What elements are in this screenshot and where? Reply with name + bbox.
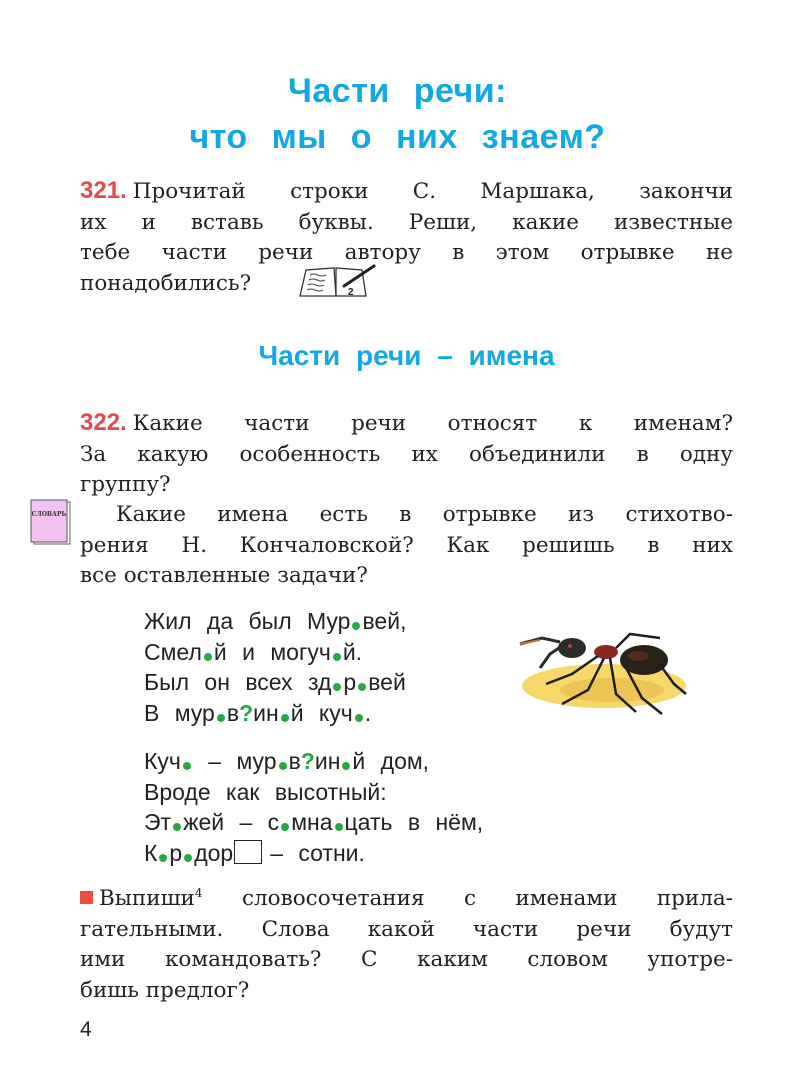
exercise-322-line-4: Какие имена есть в отрывке из стихотво- xyxy=(116,502,733,527)
exercise-number-321: 321. xyxy=(80,177,127,204)
poem-line: Был он всех зд р вей xyxy=(144,669,406,695)
missing-letter-dot xyxy=(335,823,343,831)
poem-line: Куч – мур в?ин й дом, xyxy=(144,748,430,774)
exercise-322-line-1: 322. Какие части речи относят к именам? xyxy=(80,409,733,436)
exercise-322-line-2: За какую особенность их объединили в одну xyxy=(80,441,733,467)
missing-letter-dot xyxy=(281,823,289,831)
task-line-4: бишь предлог? xyxy=(80,977,250,1003)
section-title: Части речи – имена xyxy=(258,340,555,371)
poem-line: Вроде как высотный: xyxy=(144,778,387,805)
missing-letter-dot xyxy=(159,854,167,862)
page-title-line-1: Части речи: xyxy=(287,72,507,110)
poem-line: К р дор – сотни. xyxy=(144,839,365,866)
poem-stanza-2 xyxy=(144,746,483,868)
poem-line: Смел й и могуч й. xyxy=(144,638,363,665)
exercise-322-line-5: рения Н. Кончаловской? Как решишь в них xyxy=(80,532,733,558)
svg-text:СЛОВАРЬ: СЛОВАРЬ xyxy=(31,511,67,518)
footnote-mark: 4 xyxy=(194,885,203,900)
dictionary-icon xyxy=(27,499,73,547)
red-square-bullet-icon xyxy=(80,891,93,904)
missing-letter-dot xyxy=(358,683,366,691)
page-title-line-2: что мы о них знаем? xyxy=(189,118,606,156)
missing-letter-dot xyxy=(281,714,289,722)
poem-stanza-1 xyxy=(144,606,406,728)
exercise-322-question xyxy=(80,408,733,501)
task-line-3: ими командовать? С каким словом употре- xyxy=(80,947,733,972)
missing-letter-dot xyxy=(333,683,341,691)
exercise-321-line-3: тебе части речи автору в этом отрывке не xyxy=(80,240,733,265)
blank-box xyxy=(234,840,262,864)
missing-letter-dot xyxy=(217,714,225,722)
missing-letter-dot xyxy=(173,823,181,831)
poem-line: Эт жей – с мна цать в нём, xyxy=(144,809,484,835)
exercise-321-line-4: понадобились? xyxy=(80,270,252,296)
question-mark: ? xyxy=(239,699,254,726)
exercise-322-writing-task xyxy=(80,884,733,1006)
poem-line: В мур в?ин й куч . xyxy=(144,699,372,726)
workbook-pen-icon xyxy=(296,262,380,300)
exercise-321-line-1: 321. Прочитай строки С. Маршака, закончи xyxy=(80,177,733,204)
exercise-number-322: 322. xyxy=(80,409,127,436)
missing-letter-dot xyxy=(184,854,192,862)
exercise-322-task-names xyxy=(80,500,733,592)
question-mark: ? xyxy=(300,748,315,774)
missing-letter-dot xyxy=(342,762,350,770)
exercise-321-line-2: их и вставь буквы. Реши, какие известные xyxy=(80,209,733,235)
missing-letter-dot xyxy=(279,762,287,770)
ant-illustration xyxy=(512,624,688,718)
exercise-321 xyxy=(80,176,733,299)
exercise-322-line-3: группу? xyxy=(80,472,171,497)
page-number: 4 xyxy=(80,1018,92,1041)
poem-line: Жил да был Мур вей, xyxy=(144,608,407,634)
task-line-1: Выпиши$^4$ словосочетания с именами прила- xyxy=(80,884,733,915)
missing-letter-dot xyxy=(333,653,341,661)
svg-text:2: 2 xyxy=(348,287,354,298)
missing-letter-dot xyxy=(183,762,191,770)
exercise-322-line-6: все оставленные задачи? xyxy=(80,563,368,588)
missing-letter-dot xyxy=(352,622,360,630)
missing-letter-dot xyxy=(355,714,363,722)
missing-letter-dot xyxy=(204,653,212,661)
task-line-2: гательными. Слова какой части речи будут xyxy=(80,916,733,942)
